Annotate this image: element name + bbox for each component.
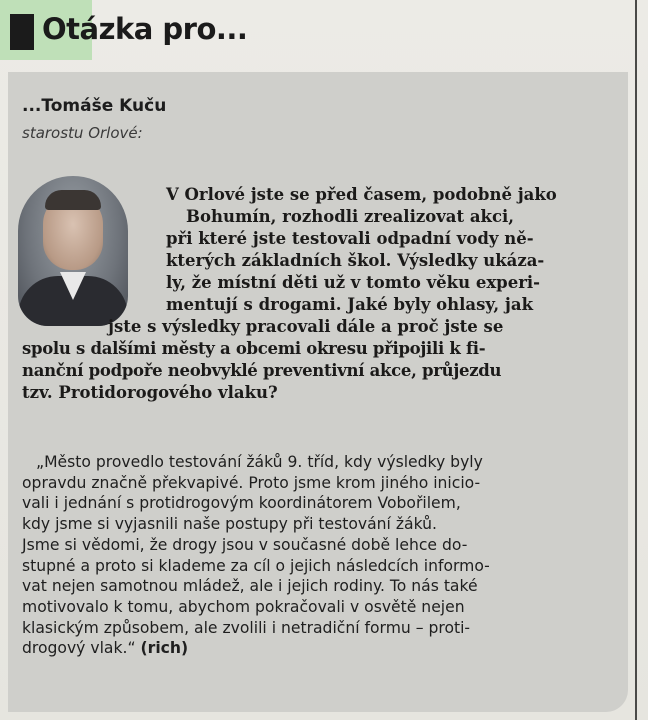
question-line: mentují s drogami. Jaké byly ohlasy, jak [166,295,534,314]
answer-line: stupné a proto si klademe za cíl o jejich následcích informo- [22,556,490,575]
answer-line: motivovalo k tomu, abychom pokračovali v osvětě nejen [22,597,465,616]
question-line: ly, že místní děti už v tomto věku experi- [166,273,541,292]
interview-answer [22,452,622,659]
section-heading: Otázka pro... [42,12,248,46]
question-line: nanční podpoře neobvyklé preventivní akce, průjezdu [22,361,502,380]
answer-line: Jsme si vědomi, že drogy jsou v současné době lehce do- [22,535,468,554]
answer-line: drogový vlak.“ [22,639,136,658]
question-line: jste s výsledky pracovali dále a proč jste se [108,317,504,336]
heading-marker [10,14,34,50]
interview-box [8,72,628,712]
question-line: tzv. Protidorogového vlaku? [22,383,278,402]
question-line: V Orlové jste se před časem, podobně jako [166,185,557,204]
interview-question [8,184,618,454]
interviewee-name: ...Tomáše Kuču [22,96,167,116]
answer-line: klasickým způsobem, ale zvolili i netradiční formu – proti- [22,618,471,637]
column-divider [635,0,637,720]
question-line: spolu s dalšími městy a obcemi okresu připojili k fi- [22,339,486,358]
answer-line: „Město provedlo testování žáků 9. tříd, kdy výsledky byly [36,453,483,471]
question-line: Bohumín, rozhodli zrealizovat akci, [186,207,515,226]
answer-line: vali i jednání s protidrogovým koordinátorem Vobořilem, [22,494,461,513]
question-line: při které jste testovali odpadní vody ně- [166,229,534,248]
answer-line: kdy jsme si vyjasnili naše postupy při testování žáků. [22,515,437,534]
author-byline: (rich) [140,639,189,658]
question-line: kterých základních škol. Výsledky ukáza- [166,251,545,270]
answer-line: opravdu značně překvapivé. Proto jsme krom jiného inicio- [22,473,481,492]
interviewee-role: starostu Orlové: [22,124,143,142]
answer-line: vat nejen samotnou mládež, ale i jejich rodiny. To nás také [22,577,478,596]
answer-last-line [22,638,622,659]
